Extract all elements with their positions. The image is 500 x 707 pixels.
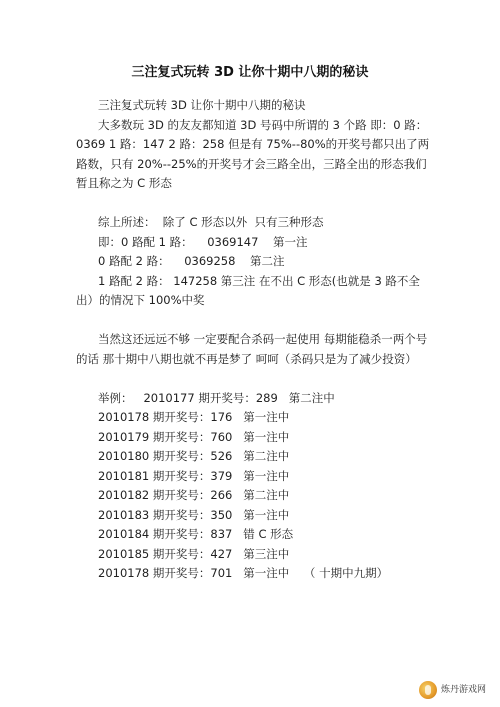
example-row: 2010180 期开奖号：526 第二注中	[98, 449, 290, 463]
watermark-text: 炼丹游戏网	[440, 685, 486, 695]
summary-block	[76, 213, 432, 272]
example-row: 2010185 期开奖号：427 第三注中	[98, 546, 290, 561]
example-row: 2010184 期开奖号：837 错 C 形态	[98, 527, 294, 541]
example-row: 2010181 期开奖号：379 第一注中	[98, 468, 290, 483]
example-list	[76, 389, 432, 584]
spacer	[76, 369, 432, 389]
example-row: 2010179 期开奖号：760 第一注中	[98, 429, 290, 444]
example-row: 2010182 期开奖号：266 第二注中	[98, 488, 290, 502]
paragraph-three-roads: 大多数玩 3D 的友友都知道 3D 号码中所谓的 3 个路 即：0 路：0369 1 路：147 2 路：258 但是有 75%--80%的开奖号都只出了两路数，只有 20%--25%的开奖号才会三路全出，三路全出的形态我们暂且称之为 C 形态	[76, 117, 430, 190]
intro-repeat-line: 三注复式玩转 3D 让你十期中八期的秘诀	[98, 98, 306, 112]
paragraph-kill-numbers: 当然这还远远不够 一定要配合杀码一起使用 每期能稳杀一两个号的话 那十期中八期也就不再是梦了 呵呵（杀码只是为了减少投资）	[76, 332, 428, 366]
summary-heading: 综上所述： 除了 C 形态以外 只有三种形态	[98, 215, 324, 229]
site-watermark	[415, 679, 490, 701]
spacer	[76, 311, 432, 331]
summary-line-2: 0 路配 2 路： 0369258 第二注	[98, 254, 285, 268]
example-row: 2010178 期开奖号：701 第一注中 （ 十期中九期）	[98, 566, 389, 580]
example-row: 2010178 期开奖号：176 第一注中	[98, 410, 290, 424]
site-logo-icon	[419, 681, 437, 699]
article-body	[76, 96, 432, 584]
summary-line-1: 即：0 路配 1 路： 0369147 第一注	[98, 234, 308, 249]
example-row: 举例： 2010177 期开奖号：289 第二注中	[98, 390, 335, 405]
summary-line-3: 1 路配 2 路： 147258 第三注 在不出 C 形态(也就是 3 路不全出）的情况下 100%中奖	[76, 273, 420, 307]
article-title: 三注复式玩转 3D 让你十期中八期的秘诀	[131, 65, 369, 80]
spacer	[76, 194, 432, 214]
example-row: 2010183 期开奖号：350 第一注中	[98, 507, 290, 522]
